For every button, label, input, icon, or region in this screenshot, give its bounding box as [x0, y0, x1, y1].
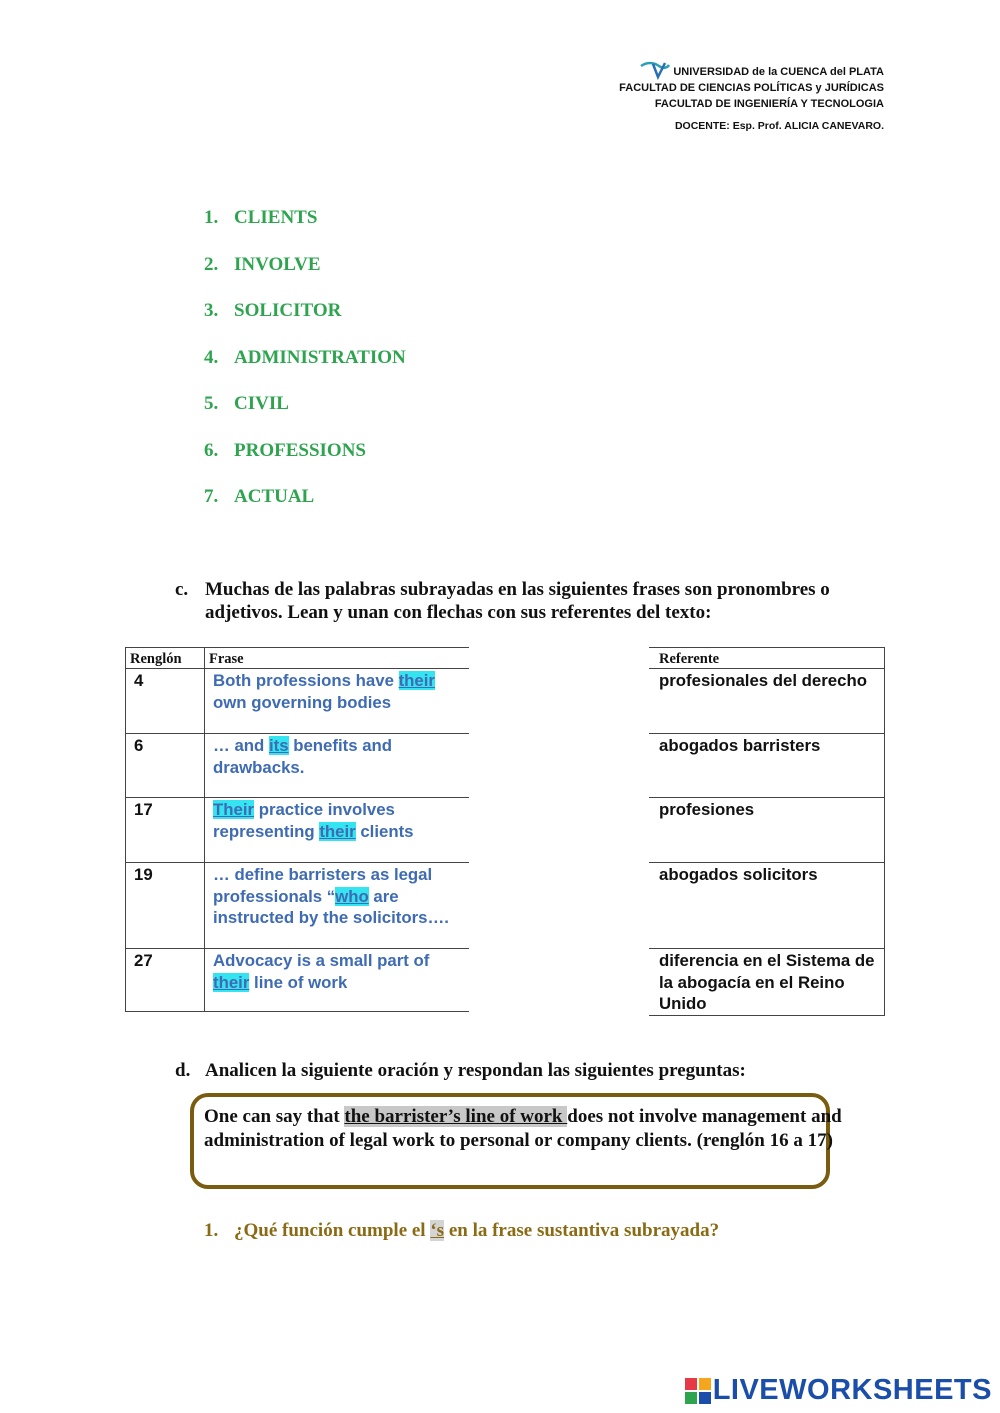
renglon-cell: 4 — [126, 669, 205, 734]
frase-text: … define barristers as legal professionals “ — [213, 865, 433, 906]
vocab-list — [204, 206, 406, 532]
vocab-num: 6. — [204, 439, 219, 461]
vocab-word: INVOLVE — [234, 253, 321, 275]
renglon-cell: 6 — [126, 734, 205, 798]
vocab-num: 1. — [204, 207, 219, 228]
question-text-part: en la frase sustantiva subrayada? — [444, 1220, 720, 1241]
highlighted-word: its — [268, 736, 289, 755]
table-row — [126, 734, 470, 798]
vocab-word: CLIENTS — [234, 207, 318, 228]
vocab-item — [204, 299, 406, 346]
header-faculty-2: FACULTAD DE INGENIERÍA Y TECNOLOGIA — [654, 98, 884, 110]
frase-text: practice involves representing — [213, 800, 395, 841]
question-text-part: ¿Qué función cumple el — [234, 1220, 431, 1241]
frase-cell — [205, 863, 470, 949]
section-c-letter: c. — [175, 579, 189, 600]
referente-cell[interactable]: diferencia en el Sistema de la abogacía en el Reino Unido — [649, 949, 885, 1016]
vocab-word: CIVIL — [234, 393, 289, 414]
vocab-item — [204, 392, 406, 439]
table-row — [126, 669, 470, 734]
noun-phrase-highlight: the barrister’s line of work — [344, 1106, 568, 1127]
vocab-num: 3. — [204, 300, 219, 321]
vocab-num: 4. — [204, 346, 219, 368]
sentence-text: One can say that — [204, 1106, 345, 1127]
referente-cell[interactable]: profesionales del derecho — [649, 669, 885, 734]
section-d-letter: d. — [175, 1060, 191, 1081]
col-frase-header: Frase — [205, 648, 470, 669]
vocab-item — [204, 439, 406, 486]
table-row — [126, 863, 470, 949]
vocab-num: 7. — [204, 486, 219, 507]
table-row — [126, 798, 470, 863]
frase-text: line of work — [249, 972, 348, 992]
frase-cell — [205, 949, 470, 1012]
university-logo-icon — [639, 60, 671, 80]
frase-text: … and — [213, 736, 269, 755]
referente-cell[interactable]: abogados solicitors — [649, 863, 885, 949]
frases-table — [125, 647, 469, 1012]
vocab-item — [204, 206, 406, 253]
university-header — [619, 60, 884, 134]
vocab-word: ADMINISTRATION — [234, 346, 406, 368]
table-header-row — [126, 648, 470, 669]
renglon-cell: 27 — [126, 949, 205, 1012]
highlighted-word: their — [213, 972, 250, 992]
vocab-word: PROFESSIONS — [234, 439, 366, 461]
header-line-1 — [619, 60, 884, 80]
question-text — [234, 1220, 719, 1242]
sentence-text: does not involve management and administration of legal work to personal or company clients. (renglón 16 a 17) — [204, 1106, 842, 1151]
referente-row[interactable] — [649, 734, 885, 798]
vocab-word: ACTUAL — [234, 486, 315, 507]
highlighted-word: who — [335, 886, 369, 906]
col-renglon-header: Renglón — [126, 648, 205, 669]
section-d — [175, 1059, 875, 1082]
referente-row[interactable] — [649, 863, 885, 949]
renglon-cell: 19 — [126, 863, 205, 949]
referente-cell[interactable]: profesiones — [649, 798, 885, 863]
question-1 — [204, 1220, 719, 1242]
highlighted-word: their — [398, 671, 435, 690]
frase-text: benefits and drawbacks. — [213, 736, 393, 777]
col-referente-header: Referente — [649, 648, 885, 669]
section-d-instructions: Analicen la siguiente oración y respondan las siguientes preguntas: — [205, 1060, 746, 1081]
referente-row[interactable] — [649, 669, 885, 734]
section-c-instructions: Muchas de las palabras subrayadas en las siguientes frases son pronombres o adjetivos. Lean y unan con flechas con sus referentes del texto: — [205, 579, 830, 623]
header-docente: DOCENTE: Esp. Prof. ALICIA CANEVARO. — [674, 120, 884, 132]
liveworksheets-brand: LIVEWORKSHEETS — [712, 1374, 992, 1406]
frase-text: clients — [355, 821, 414, 841]
frase-text: are instructed by the solicitors…. — [213, 886, 449, 927]
referentes-table — [649, 647, 885, 1016]
header-faculty-1: FACULTAD DE CIENCIAS POLÍTICAS y JURÍDICAS — [619, 82, 884, 94]
question-number: 1. — [204, 1220, 219, 1241]
liveworksheets-logo-icon — [685, 1378, 711, 1404]
possessive-mark: ‘s — [430, 1220, 445, 1241]
vocab-num: 2. — [204, 253, 219, 275]
frase-cell — [205, 734, 470, 798]
table-row — [126, 949, 470, 1012]
highlighted-word: Their — [213, 800, 255, 819]
table-header-row — [649, 648, 885, 669]
frase-cell — [205, 798, 470, 863]
renglon-cell: 17 — [126, 798, 205, 863]
section-c — [175, 578, 875, 624]
vocab-word: SOLICITOR — [234, 300, 342, 321]
vocab-num: 5. — [204, 393, 219, 414]
vocab-item — [204, 253, 406, 300]
highlighted-word: their — [319, 821, 356, 841]
analysis-sentence — [204, 1105, 894, 1152]
liveworksheets-footer — [685, 1374, 992, 1407]
header-university: UNIVERSIDAD de la CUENCA del PLATA — [673, 66, 884, 78]
frase-cell — [205, 669, 470, 734]
referente-cell[interactable]: abogados barristers — [649, 734, 885, 798]
frase-text: Advocacy is a small part of — [213, 951, 430, 970]
frase-text: own governing bodies — [213, 692, 392, 712]
referente-row[interactable] — [649, 949, 885, 1016]
referente-row[interactable] — [649, 798, 885, 863]
frase-text: Both professions have — [213, 671, 399, 690]
vocab-item — [204, 346, 406, 393]
vocab-item — [204, 485, 406, 532]
